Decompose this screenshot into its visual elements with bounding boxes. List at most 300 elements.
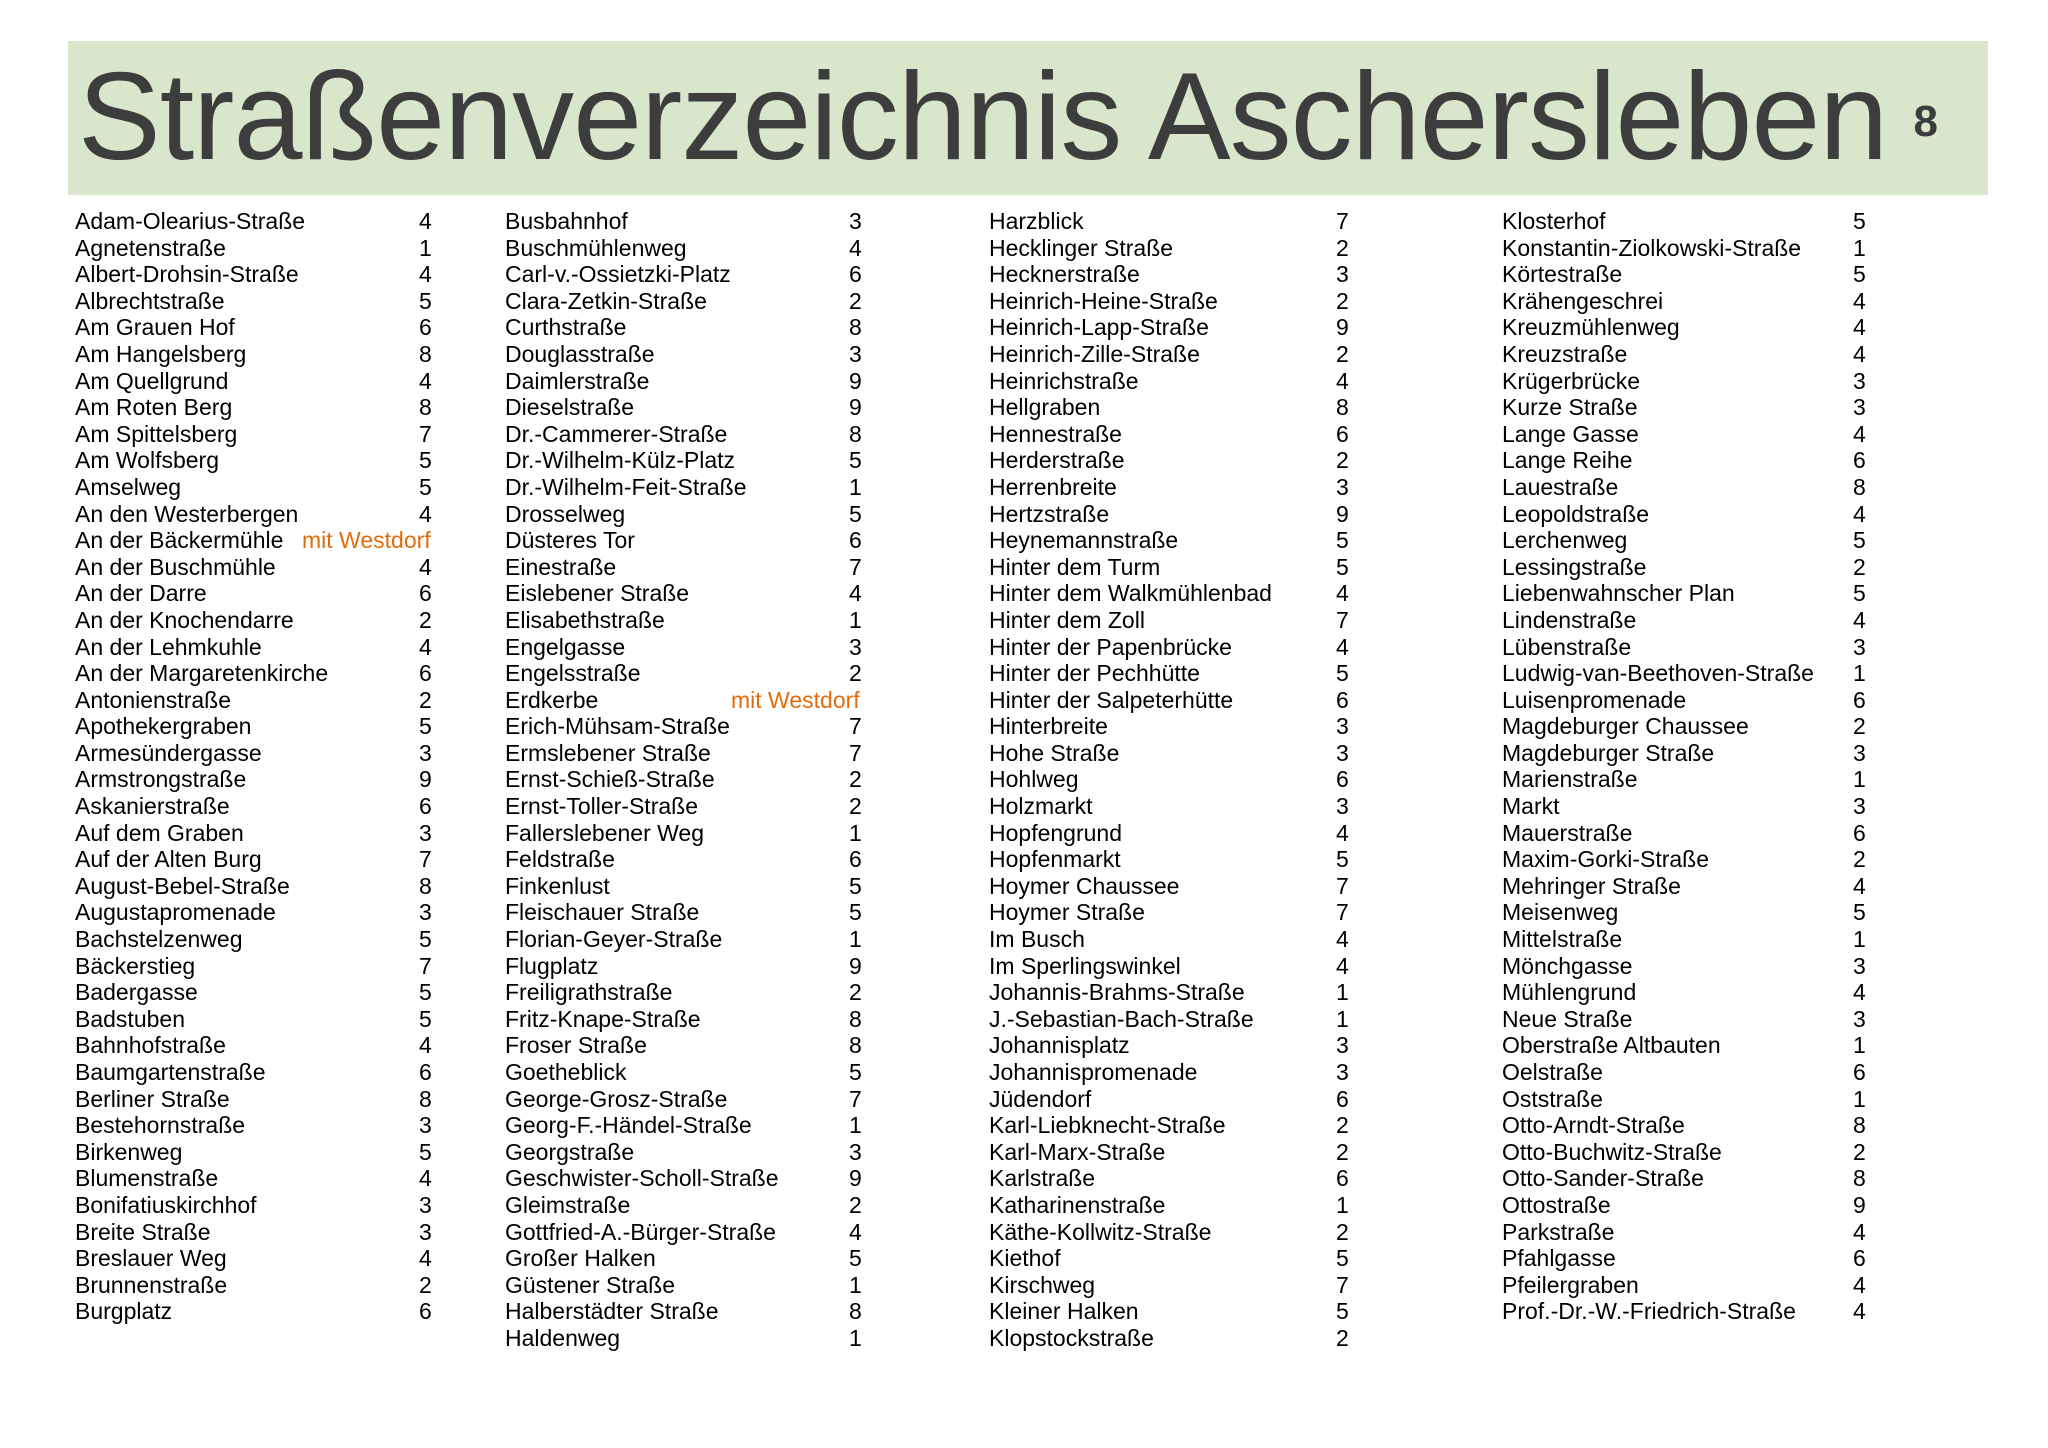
street-name: An den Westerbergen xyxy=(75,500,299,527)
street-name: Lübenstraße xyxy=(1502,633,1632,660)
street-name: Ottostraße xyxy=(1502,1191,1611,1218)
street-name: J.-Sebastian-Bach-Straße xyxy=(989,1005,1254,1032)
street-name: Lauestraße xyxy=(1502,473,1619,500)
street-name: Oststraße xyxy=(1502,1085,1603,1112)
street-name: Karl-Marx-Straße xyxy=(989,1138,1166,1165)
map-sheet-number: 3 xyxy=(1853,1005,1866,1032)
map-sheet-number: 3 xyxy=(849,633,862,660)
map-sheet-number: 1 xyxy=(419,234,432,261)
map-sheet-number: 2 xyxy=(849,287,862,314)
street-name: Badergasse xyxy=(75,979,198,1006)
street-name: Busbahnhof xyxy=(505,208,628,234)
map-sheet-number: 4 xyxy=(419,261,432,288)
street-name: Elisabethstraße xyxy=(505,606,665,633)
street-name: Otto-Buchwitz-Straße xyxy=(1502,1138,1722,1165)
map-sheet-number: 3 xyxy=(419,1112,432,1139)
map-sheet-number: 4 xyxy=(1336,926,1349,953)
street-note: mit Westdorf xyxy=(731,686,860,713)
street-name: Amselweg xyxy=(75,473,182,500)
street-name: Apothekergraben xyxy=(75,713,252,740)
street-name: Heinrich-Zille-Straße xyxy=(989,340,1200,367)
map-sheet-number: 4 xyxy=(1853,1298,1866,1325)
street-name: Hecknerstraße xyxy=(989,261,1140,288)
street-name: Leopoldstraße xyxy=(1502,500,1650,527)
street-name: Hecklinger Straße xyxy=(989,234,1174,261)
street-name: Ermslebener Straße xyxy=(505,739,711,766)
street-name: Gleimstraße xyxy=(505,1191,631,1218)
map-sheet-number: 3 xyxy=(419,1191,432,1218)
map-sheet-number: 7 xyxy=(849,739,862,766)
street-name: Mühlengrund xyxy=(1502,979,1637,1006)
map-sheet-number: 5 xyxy=(419,713,432,740)
map-sheet-number: 5 xyxy=(419,473,432,500)
street-name: Hinter dem Walkmühlenbad xyxy=(989,580,1272,607)
street-name: Lange Gasse xyxy=(1502,420,1639,447)
street-name: Neue Straße xyxy=(1502,1005,1633,1032)
map-sheet-number: 6 xyxy=(1336,766,1349,793)
street-name: Mehringer Straße xyxy=(1502,872,1681,899)
map-sheet-number: 8 xyxy=(1336,394,1349,421)
street-name: An der Darre xyxy=(75,580,207,607)
street-name: Fallerslebener Weg xyxy=(505,819,705,846)
street-name: Hoymer Straße xyxy=(989,899,1145,926)
street-name: Curthstraße xyxy=(505,314,627,341)
street-name: Bahnhofstraße xyxy=(75,1032,226,1059)
map-sheet-number: 8 xyxy=(419,872,432,899)
map-sheet-number: 6 xyxy=(419,660,432,687)
street-name: Berliner Straße xyxy=(75,1085,230,1112)
map-sheet-number: 3 xyxy=(419,739,432,766)
street-name: Antonienstraße xyxy=(75,686,231,713)
street-name: Krügerbrücke xyxy=(1502,367,1641,394)
street-name: Hopfenmarkt xyxy=(989,846,1121,873)
street-name: Kurze Straße xyxy=(1502,394,1638,421)
map-sheet-number: 1 xyxy=(849,1324,862,1351)
map-sheet-number: 1 xyxy=(1853,1085,1866,1112)
street-name: Lerchenweg xyxy=(1502,527,1628,554)
map-sheet-number: 8 xyxy=(1853,1112,1866,1139)
map-sheet-number: 8 xyxy=(849,420,862,447)
street-name: Dr.-Wilhelm-Külz-Platz xyxy=(505,447,736,474)
street-name: Gottfried-A.-Bürger-Straße xyxy=(505,1218,776,1245)
map-sheet-number: 6 xyxy=(419,314,432,341)
map-sheet-number: 3 xyxy=(1336,1059,1349,1085)
map-sheet-number: 1 xyxy=(1853,766,1866,793)
street-name: Hoymer Chaussee xyxy=(989,872,1180,899)
street-name: Georg-F.-Händel-Straße xyxy=(505,1112,752,1139)
map-sheet-number: 6 xyxy=(419,580,432,607)
map-sheet-number: 5 xyxy=(419,447,432,474)
street-name: An der Bäckermühle xyxy=(75,527,284,554)
street-name: Am Hangelsberg xyxy=(75,340,247,367)
street-name: Hinter der Salpeterhütte xyxy=(989,686,1234,713)
street-name: Agnetenstraße xyxy=(75,234,226,261)
map-sheet-number: 7 xyxy=(1336,208,1349,234)
map-sheet-number: 6 xyxy=(1853,1245,1866,1272)
map-sheet-number: 6 xyxy=(849,846,862,873)
street-name: Hertzstraße xyxy=(989,500,1110,527)
street-name: Einestraße xyxy=(505,553,617,580)
map-sheet-number: 6 xyxy=(1336,1165,1349,1192)
map-sheet-number: 6 xyxy=(1853,1059,1866,1085)
street-name: Halberstädter Straße xyxy=(505,1298,719,1325)
street-name: Goetheblick xyxy=(505,1059,627,1085)
street-name: An der Knochendarre xyxy=(75,606,294,633)
map-sheet-number: 3 xyxy=(1853,394,1866,421)
street-name: Parkstraße xyxy=(1502,1218,1615,1245)
map-sheet-number: 4 xyxy=(1853,314,1866,341)
street-name: Heynemannstraße xyxy=(989,527,1179,554)
street-name: Kirschweg xyxy=(989,1271,1096,1298)
street-name: Konstantin-Ziolkowski-Straße xyxy=(1502,234,1802,261)
map-sheet-number: 6 xyxy=(419,793,432,820)
map-sheet-number: 4 xyxy=(1853,420,1866,447)
map-sheet-number: 3 xyxy=(849,340,862,367)
street-name: Lessingstraße xyxy=(1502,553,1647,580)
map-sheet-number: 6 xyxy=(849,527,862,554)
street-name: Luisenpromenade xyxy=(1502,686,1687,713)
map-sheet-number: 4 xyxy=(1853,606,1866,633)
street-name: Meisenweg xyxy=(1502,899,1619,926)
street-name: Geschwister-Scholl-Straße xyxy=(505,1165,779,1192)
street-name: Hinter dem Zoll xyxy=(989,606,1145,633)
map-sheet-number: 5 xyxy=(1336,553,1349,580)
map-sheet-number: 2 xyxy=(849,793,862,820)
street-name: Güstener Straße xyxy=(505,1271,676,1298)
map-sheet-number: 3 xyxy=(1853,633,1866,660)
map-sheet-number: 9 xyxy=(849,394,862,421)
map-sheet-number: 4 xyxy=(419,208,432,234)
map-sheet-number: 5 xyxy=(1853,899,1866,926)
street-name: Magdeburger Straße xyxy=(1502,739,1715,766)
street-name: Hohlweg xyxy=(989,766,1079,793)
street-name: Karl-Liebknecht-Straße xyxy=(989,1112,1226,1139)
street-name: Karlstraße xyxy=(989,1165,1096,1192)
street-name: Feldstraße xyxy=(505,846,615,873)
map-sheet-number: 1 xyxy=(849,606,862,633)
map-sheet-number: 8 xyxy=(849,314,862,341)
street-name: Hinter der Papenbrücke xyxy=(989,633,1232,660)
street-name: Fritz-Knape-Straße xyxy=(505,1005,701,1032)
map-sheet-number: 3 xyxy=(1853,367,1866,394)
map-sheet-number: 2 xyxy=(849,766,862,793)
map-sheet-number: 7 xyxy=(419,846,432,873)
street-name: Hinter dem Turm xyxy=(989,553,1161,580)
map-sheet-number: 9 xyxy=(1336,314,1349,341)
map-sheet-number: 8 xyxy=(419,1085,432,1112)
map-sheet-number: 3 xyxy=(1336,261,1349,288)
map-sheet-number: 4 xyxy=(1853,979,1866,1006)
street-name: Katharinenstraße xyxy=(989,1191,1166,1218)
map-sheet-number: 6 xyxy=(849,261,862,288)
map-sheet-number: 5 xyxy=(849,447,862,474)
map-sheet-number: 1 xyxy=(1853,234,1866,261)
map-sheet-number: 5 xyxy=(1853,580,1866,607)
map-sheet-number: 8 xyxy=(849,1298,862,1325)
map-sheet-number: 2 xyxy=(849,660,862,687)
street-name: Engelgasse xyxy=(505,633,626,660)
map-sheet-number: 1 xyxy=(1853,1032,1866,1059)
street-name: Ernst-Toller-Straße xyxy=(505,793,698,820)
street-name: Körtestraße xyxy=(1502,261,1623,288)
street-name: Ernst-Schieß-Straße xyxy=(505,766,715,793)
street-name: Froser Straße xyxy=(505,1032,647,1059)
map-sheet-number: 4 xyxy=(1853,287,1866,314)
map-sheet-number: 3 xyxy=(1853,952,1866,979)
map-sheet-number: 8 xyxy=(419,394,432,421)
map-sheet-number: 3 xyxy=(419,1218,432,1245)
map-sheet-number: 4 xyxy=(419,500,432,527)
street-name: Baumgartenstraße xyxy=(75,1059,266,1085)
map-sheet-number: 4 xyxy=(1336,633,1349,660)
street-name: Jüdendorf xyxy=(989,1085,1092,1112)
map-sheet-number: 9 xyxy=(849,952,862,979)
map-sheet-number: 2 xyxy=(1336,340,1349,367)
map-sheet-number: 5 xyxy=(1853,208,1866,234)
street-name: Flugplatz xyxy=(505,952,599,979)
map-sheet-number: 6 xyxy=(1336,420,1349,447)
street-name: Klosterhof xyxy=(1502,208,1606,234)
page-number: 8 xyxy=(1913,97,1938,146)
map-sheet-number: 7 xyxy=(849,1085,862,1112)
street-name: Hohe Straße xyxy=(989,739,1120,766)
map-sheet-number: 7 xyxy=(1336,1271,1349,1298)
street-name: Klopstockstraße xyxy=(989,1324,1154,1351)
street-name: Badstuben xyxy=(75,1005,185,1032)
map-sheet-number: 3 xyxy=(419,899,432,926)
map-sheet-number: 6 xyxy=(1336,686,1349,713)
map-sheet-number: 8 xyxy=(1853,473,1866,500)
map-sheet-number: 4 xyxy=(1853,872,1866,899)
street-name: Blumenstraße xyxy=(75,1165,219,1192)
map-sheet-number: 5 xyxy=(419,287,432,314)
map-sheet-number: 4 xyxy=(1853,1271,1866,1298)
street-name: Askanierstraße xyxy=(75,793,230,820)
map-sheet-number: 2 xyxy=(1853,713,1866,740)
street-name: Am Roten Berg xyxy=(75,394,233,421)
map-sheet-number: 5 xyxy=(419,926,432,953)
map-sheet-number: 2 xyxy=(419,606,432,633)
map-sheet-number: 2 xyxy=(419,1271,432,1298)
map-sheet-number: 7 xyxy=(1336,606,1349,633)
map-sheet-number: 5 xyxy=(849,899,862,926)
street-name: Burgplatz xyxy=(75,1298,173,1325)
map-sheet-number: 5 xyxy=(1336,846,1349,873)
street-name: Am Quellgrund xyxy=(75,367,229,394)
map-sheet-number: 6 xyxy=(419,1059,432,1085)
map-sheet-number: 9 xyxy=(1336,500,1349,527)
map-sheet-number: 2 xyxy=(1853,553,1866,580)
map-sheet-number: 5 xyxy=(1336,660,1349,687)
map-sheet-number: 9 xyxy=(849,367,862,394)
map-sheet-number: 5 xyxy=(1853,527,1866,554)
map-sheet-number: 4 xyxy=(419,367,432,394)
page-header xyxy=(68,41,1988,195)
map-sheet-number: 7 xyxy=(1336,872,1349,899)
map-sheet-number: 5 xyxy=(419,1005,432,1032)
map-sheet-number: 2 xyxy=(849,979,862,1006)
street-name: Herderstraße xyxy=(989,447,1125,474)
map-sheet-number: 4 xyxy=(419,1032,432,1059)
map-sheet-number: 7 xyxy=(849,553,862,580)
map-sheet-number: 2 xyxy=(1336,447,1349,474)
street-name: Drosselweg xyxy=(505,500,626,527)
street-name: Prof.-Dr.-W.-Friedrich-Straße xyxy=(1502,1298,1796,1325)
street-name: Am Wolfsberg xyxy=(75,447,220,474)
street-name: Marienstraße xyxy=(1502,766,1638,793)
map-sheet-number: 2 xyxy=(1336,287,1349,314)
street-name: Krähengeschrei xyxy=(1502,287,1664,314)
street-name: Im Sperlingswinkel xyxy=(989,952,1181,979)
street-name: Heinrich-Lapp-Straße xyxy=(989,314,1209,341)
street-name: An der Lehmkuhle xyxy=(75,633,262,660)
street-name: Douglasstraße xyxy=(505,340,655,367)
map-sheet-number: 4 xyxy=(419,1165,432,1192)
map-sheet-number: 5 xyxy=(849,500,862,527)
street-name: Dr.-Cammerer-Straße xyxy=(505,420,728,447)
street-name: Lindenstraße xyxy=(1502,606,1637,633)
map-sheet-number: 4 xyxy=(1853,1218,1866,1245)
street-name: Bonifatiuskirchhof xyxy=(75,1191,257,1218)
map-sheet-number: 1 xyxy=(1853,660,1866,687)
street-name: Albrechtstraße xyxy=(75,287,225,314)
street-name: Hinter der Pechhütte xyxy=(989,660,1200,687)
map-sheet-number: 8 xyxy=(849,1032,862,1059)
map-sheet-number: 1 xyxy=(1336,979,1349,1006)
street-name: Pfahlgasse xyxy=(1502,1245,1616,1272)
map-sheet-number: 7 xyxy=(419,952,432,979)
map-sheet-number: 5 xyxy=(1336,527,1349,554)
street-name: Georgstraße xyxy=(505,1138,635,1165)
street-name: Mönchgasse xyxy=(1502,952,1633,979)
map-sheet-number: 7 xyxy=(419,420,432,447)
map-sheet-number: 4 xyxy=(419,1245,432,1272)
map-sheet-number: 3 xyxy=(1336,793,1349,820)
street-name: Johannispromenade xyxy=(989,1059,1198,1085)
street-name: An der Margaretenkirche xyxy=(75,660,329,687)
street-name: Großer Halken xyxy=(505,1245,656,1272)
map-sheet-number: 5 xyxy=(419,1138,432,1165)
map-sheet-number: 4 xyxy=(1853,340,1866,367)
street-name: Engelsstraße xyxy=(505,660,641,687)
map-sheet-number: 4 xyxy=(849,1218,862,1245)
street-name: Ludwig-van-Beethoven-Straße xyxy=(1502,660,1814,687)
street-name: Erich-Mühsam-Straße xyxy=(505,713,730,740)
map-sheet-number: 1 xyxy=(849,926,862,953)
street-name: Auf der Alten Burg xyxy=(75,846,262,873)
street-name: Johannis-Brahms-Straße xyxy=(989,979,1245,1006)
map-sheet-number: 6 xyxy=(1336,1085,1349,1112)
map-sheet-number: 2 xyxy=(419,686,432,713)
street-name: Am Grauen Hof xyxy=(75,314,235,341)
map-sheet-number: 1 xyxy=(849,1271,862,1298)
map-sheet-number: 2 xyxy=(849,1191,862,1218)
map-sheet-number: 6 xyxy=(419,1298,432,1325)
street-name: Heinrichstraße xyxy=(989,367,1139,394)
street-name: Freiligrathstraße xyxy=(505,979,673,1006)
street-name: Bachstelzenweg xyxy=(75,926,243,953)
street-name: Dr.-Wilhelm-Feit-Straße xyxy=(505,473,747,500)
map-sheet-number: 6 xyxy=(1853,686,1866,713)
map-sheet-number: 6 xyxy=(1853,447,1866,474)
street-name: Am Spittelsberg xyxy=(75,420,238,447)
street-name: Breslauer Weg xyxy=(75,1245,227,1272)
street-name: Maxim-Gorki-Straße xyxy=(1502,846,1710,873)
map-sheet-number: 4 xyxy=(419,553,432,580)
street-name: Kleiner Halken xyxy=(989,1298,1139,1325)
map-sheet-number: 8 xyxy=(849,1005,862,1032)
map-sheet-number: 5 xyxy=(849,872,862,899)
map-sheet-number: 2 xyxy=(1336,1218,1349,1245)
map-sheet-number: 1 xyxy=(849,819,862,846)
street-name: Buschmühlenweg xyxy=(505,234,687,261)
map-sheet-number: 3 xyxy=(1336,1032,1349,1059)
street-name: Mauerstraße xyxy=(1502,819,1633,846)
map-sheet-number: 4 xyxy=(849,580,862,607)
street-name: An der Buschmühle xyxy=(75,553,276,580)
map-sheet-number: 5 xyxy=(1336,1298,1349,1325)
street-name: Magdeburger Chaussee xyxy=(1502,713,1749,740)
street-name: Finkenlust xyxy=(505,872,610,899)
street-name: Herrenbreite xyxy=(989,473,1117,500)
map-sheet-number: 8 xyxy=(1853,1165,1866,1192)
map-sheet-number: 5 xyxy=(419,979,432,1006)
map-sheet-number: 1 xyxy=(849,1112,862,1139)
map-sheet-number: 9 xyxy=(419,766,432,793)
map-sheet-number: 2 xyxy=(1336,1324,1349,1351)
street-name: Markt xyxy=(1502,793,1560,820)
street-name: Kreuzmühlenweg xyxy=(1502,314,1680,341)
map-sheet-number: 2 xyxy=(1853,1138,1866,1165)
map-sheet-number: 4 xyxy=(419,633,432,660)
street-name: Hopfengrund xyxy=(989,819,1122,846)
street-name: Oelstraße xyxy=(1502,1059,1603,1085)
street-name: Haldenweg xyxy=(505,1324,621,1351)
street-name: Clara-Zetkin-Straße xyxy=(505,287,707,314)
street-name: Bestehornstraße xyxy=(75,1112,246,1139)
street-name: Lange Reihe xyxy=(1502,447,1633,474)
map-sheet-number: 4 xyxy=(849,234,862,261)
street-name: Albert-Drohsin-Straße xyxy=(75,261,299,288)
street-name: Daimlerstraße xyxy=(505,367,650,394)
street-name: Brunnenstraße xyxy=(75,1271,228,1298)
map-sheet-number: 5 xyxy=(849,1245,862,1272)
street-name: Hinterbreite xyxy=(989,713,1108,740)
street-name: Harzblick xyxy=(989,208,1084,234)
map-sheet-number: 7 xyxy=(1336,899,1349,926)
street-name: Im Busch xyxy=(989,926,1085,953)
street-name: Käthe-Kollwitz-Straße xyxy=(989,1218,1212,1245)
street-name: Johannisplatz xyxy=(989,1032,1130,1059)
street-name: Armstrongstraße xyxy=(75,766,247,793)
map-sheet-number: 9 xyxy=(1853,1191,1866,1218)
map-sheet-number: 2 xyxy=(1336,1112,1349,1139)
map-sheet-number: 3 xyxy=(849,1138,862,1165)
street-name: Pfeilergraben xyxy=(1502,1271,1639,1298)
street-name: Eislebener Straße xyxy=(505,580,690,607)
street-name: Oberstraße Altbauten xyxy=(1502,1032,1721,1059)
street-name: August-Bebel-Straße xyxy=(75,872,290,899)
map-sheet-number: 4 xyxy=(1853,500,1866,527)
map-sheet-number: 5 xyxy=(1336,1245,1349,1272)
street-name: Heinrich-Heine-Straße xyxy=(989,287,1218,314)
map-sheet-number: 4 xyxy=(1336,952,1349,979)
page-title: Straßenverzeichnis Aschersleben xyxy=(78,48,1888,186)
street-name: Otto-Sander-Straße xyxy=(1502,1165,1704,1192)
map-sheet-number: 1 xyxy=(849,473,862,500)
street-name: Düsteres Tor xyxy=(505,527,635,554)
map-sheet-number: 2 xyxy=(1336,1138,1349,1165)
